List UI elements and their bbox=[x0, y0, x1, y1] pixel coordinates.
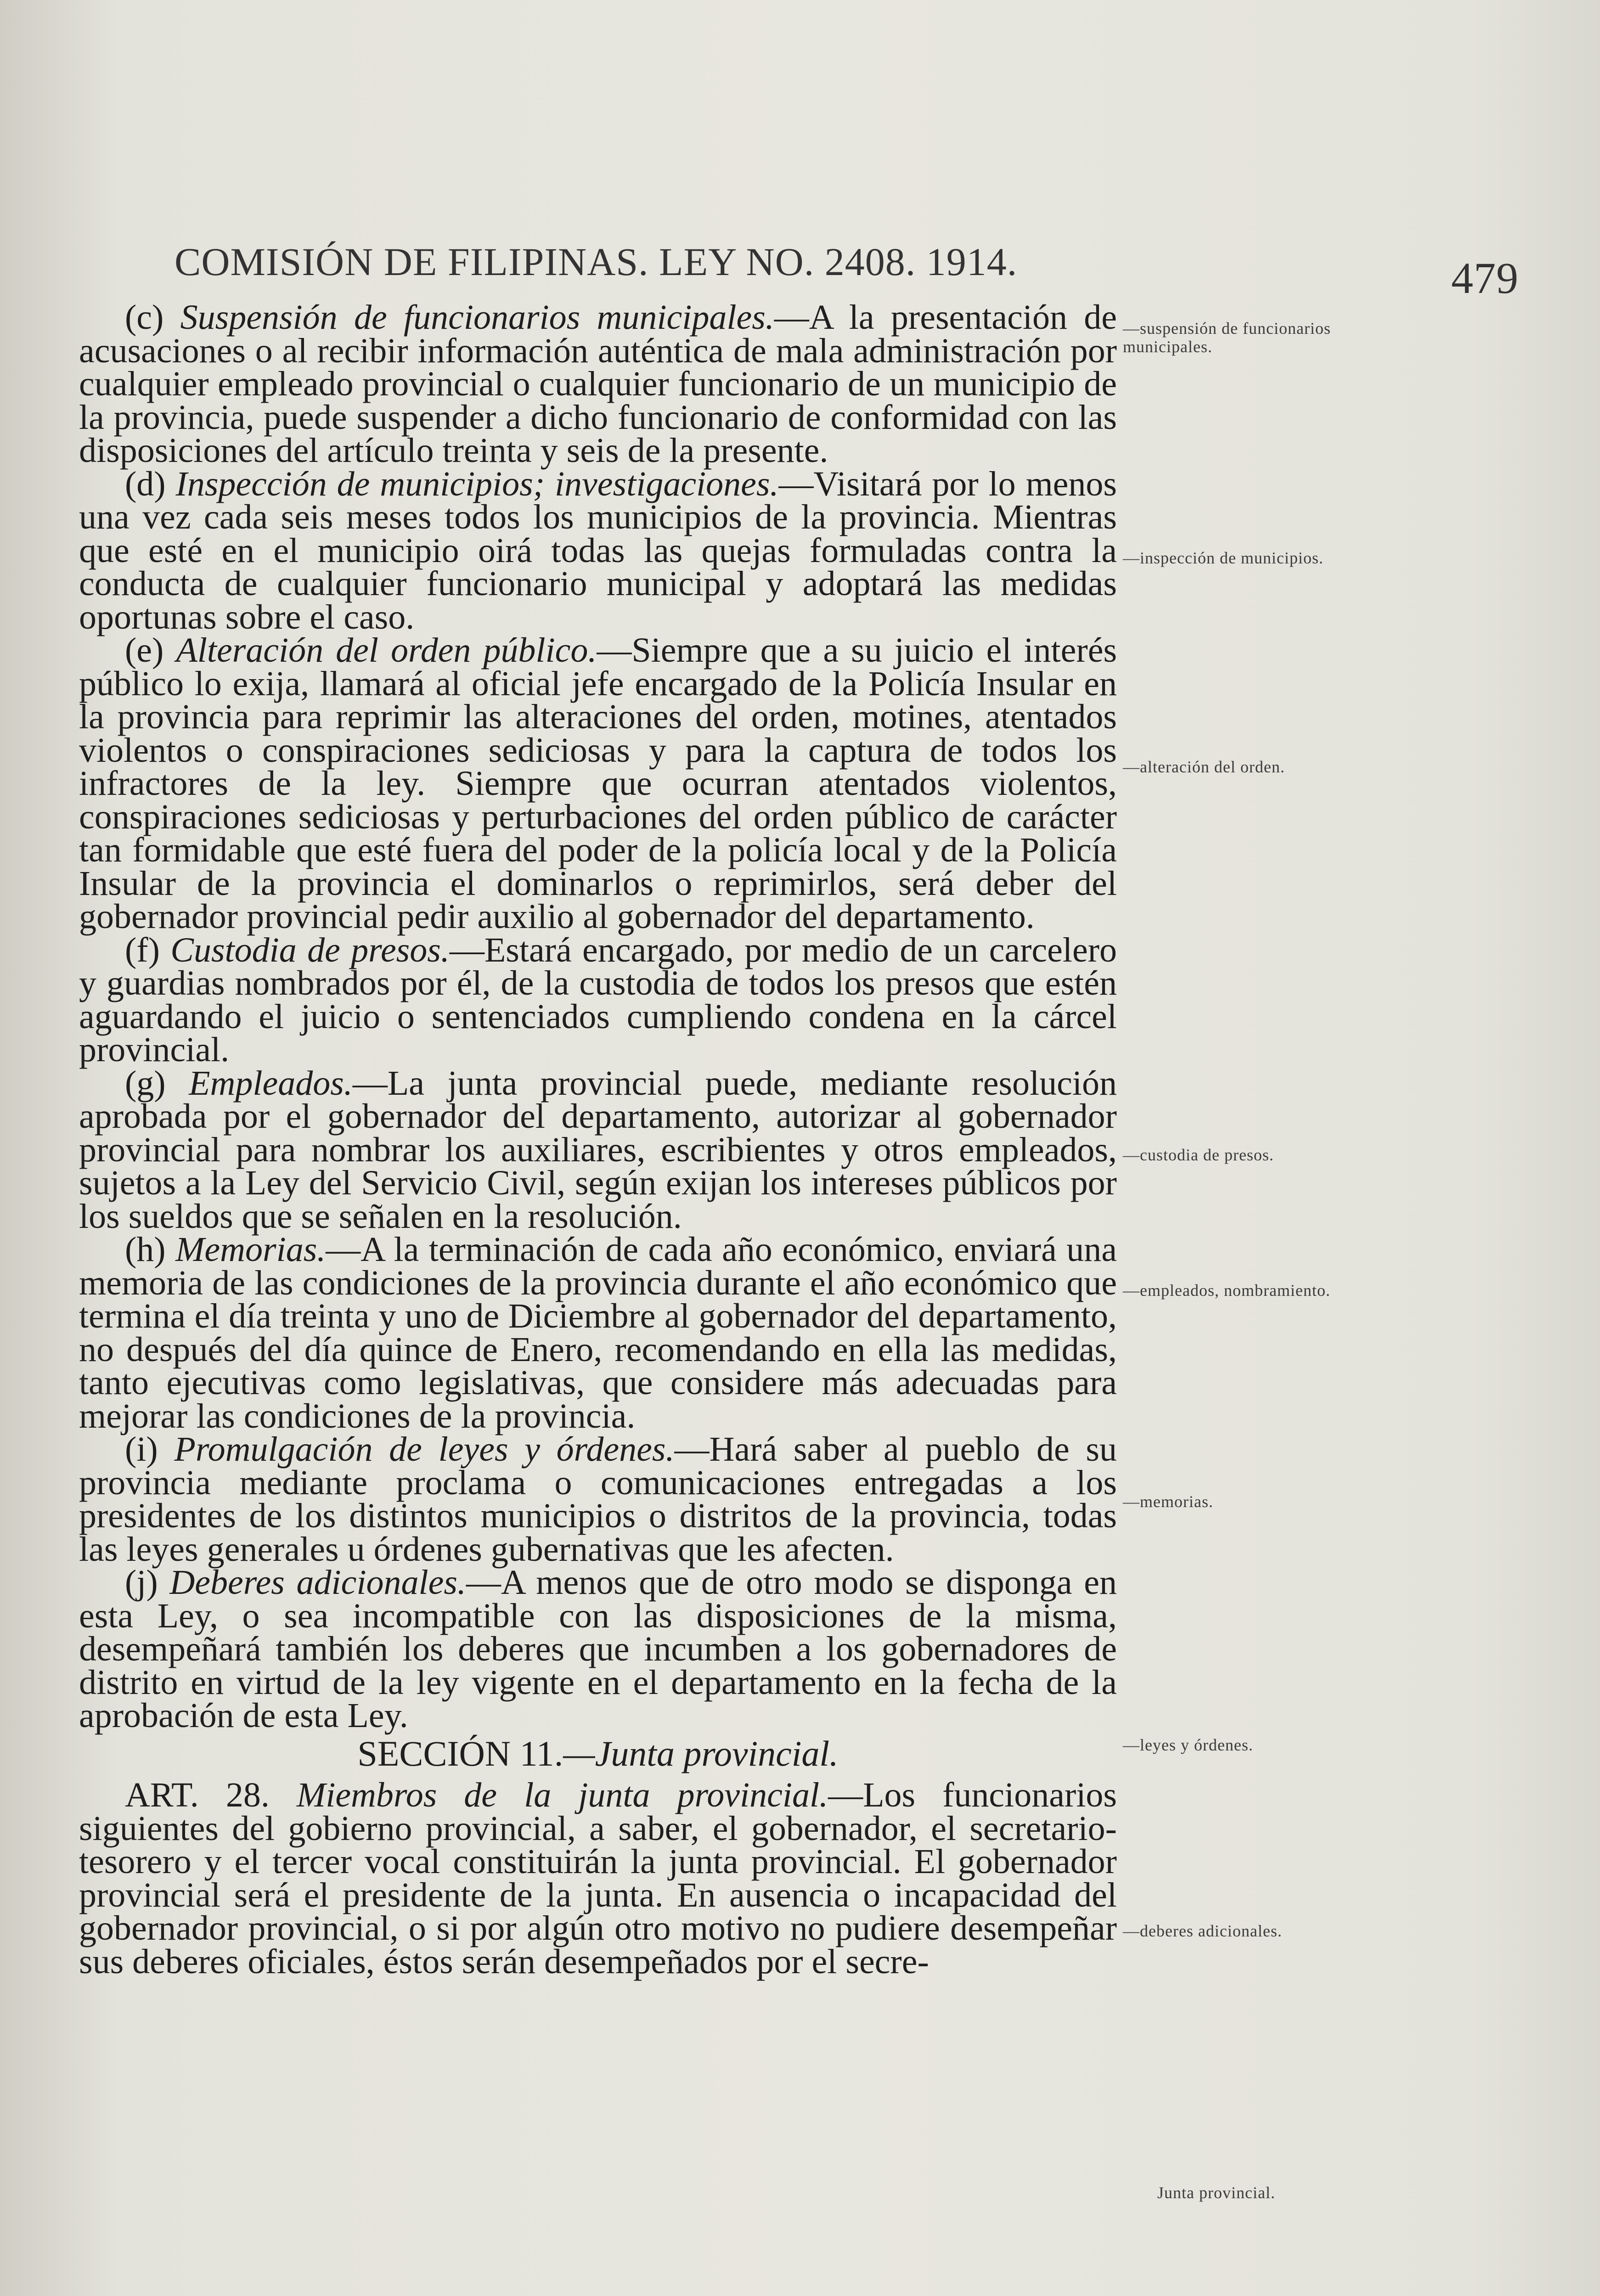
margin-note-suspension: —suspensión de funcionarios municipales. bbox=[1123, 319, 1331, 356]
clause-text: —A la presentación de acusaciones o al recibir información auténtica de mala administración por cualquier empleado provincial o cualquier funcionario de un municipio de la provincia, puede suspender a dicho funcionario de conformidad con las disposiciones del artículo treinta y seis de la presente. bbox=[79, 298, 1117, 470]
clause-heading: Custodia de presos. bbox=[170, 930, 450, 969]
clause-text: —Hará saber al pueblo de su provincia mediante proclama o comunicaciones entregadas a los presidentes de los distintos municipios o distritos de la provincia, todas las leyes generales u órdenes gubernativas que les afecten. bbox=[79, 1430, 1117, 1569]
paragraph-e bbox=[79, 631, 1117, 936]
page-number: 479 bbox=[1451, 253, 1519, 303]
clause-text: —Estará encargado, por medio de un carcelero y guardias nombrados por él, de la custodia de todos los presos que estén aguardando el juicio o sentenciados cumpliendo condena en la cárcel provincial. bbox=[79, 930, 1117, 1069]
paragraph-g bbox=[79, 1064, 1117, 1236]
clause-heading: Inspección de municipios; investigaciones. bbox=[175, 464, 779, 503]
paragraph-c bbox=[79, 298, 1117, 470]
clause-marker: (i) bbox=[125, 1430, 158, 1469]
clause-marker: (j) bbox=[125, 1563, 158, 1602]
margin-note-memorias: —memorias. bbox=[1123, 1492, 1213, 1511]
margin-note-custodia: —custodia de presos. bbox=[1123, 1146, 1274, 1164]
main-text-column bbox=[79, 298, 1117, 1981]
paragraph-f bbox=[79, 930, 1117, 1069]
section-label: SECCIÓN 11. bbox=[357, 1733, 563, 1773]
clause-heading: Alteración del orden público. bbox=[176, 631, 597, 670]
clause-heading: Promulgación de leyes y órdenes. bbox=[174, 1430, 675, 1469]
section-title: —Junta provincial. bbox=[563, 1733, 839, 1773]
section-heading bbox=[79, 1733, 1117, 1773]
article-heading: Miembros de la junta provincial. bbox=[296, 1776, 828, 1814]
clause-heading: Suspensión de funcionarios municipales. bbox=[180, 298, 774, 337]
clause-marker: (h) bbox=[125, 1230, 166, 1269]
margin-note-leyes: —leyes y órdenes. bbox=[1123, 1736, 1253, 1754]
clause-marker: (g) bbox=[125, 1064, 166, 1103]
paragraph-i bbox=[79, 1430, 1117, 1569]
clause-text: —Siempre que a su juicio el interés público lo exija, llamará al oficial jefe encargado de la Policía Insular en la provincia para reprimir las alteraciones del orden, motines, atentados violentos o conspiraciones sediciosas y para la captura de todos los infractores de la ley. Siempre que ocurran atentados violentos, conspiraciones sediciosas y perturbaciones del orden público de carácter tan formidable que esté fuera del poder de la policía local y de la Policía Insular de la provincia el dominarlos o reprimirlos, será deber del gobernador provincial pedir auxilio al gobernador del departamento. bbox=[79, 631, 1117, 936]
margin-note-alteracion: —alteración del orden. bbox=[1123, 758, 1285, 776]
clause-marker: (c) bbox=[125, 298, 164, 337]
running-head: COMISIÓN DE FILIPINAS. LEY NO. 2408. 1914. bbox=[175, 240, 1018, 284]
margin-note-inspeccion: —inspección de municipios. bbox=[1123, 549, 1324, 567]
paragraph-j bbox=[79, 1563, 1117, 1735]
article-28 bbox=[79, 1776, 1117, 1981]
clause-text: —A la terminación de cada año económico, enviará una memoria de las condiciones de la provincia durante el año económico que termina el día treinta y uno de Diciembre al gobernador del departamento, no después del día quince de Enero, recomendando en ella las medidas, tanto ejecutivas como legislativas, que considere más adecuadas para mejorar las condiciones de la provincia. bbox=[79, 1230, 1117, 1435]
clause-text: —Visitará por lo menos una vez cada seis meses todos los municipios de la provincia. Mientras que esté en el municipio oirá todas las quejas formuladas contra la conducta de cualquier funcionario municipal y adoptará las medidas oportunas sobre el caso. bbox=[79, 464, 1117, 636]
article-label: ART. 28. bbox=[125, 1776, 270, 1814]
margin-note-empleados: —empleados, nombramiento. bbox=[1123, 1281, 1330, 1300]
paragraph-d bbox=[79, 464, 1117, 636]
clause-text: —La junta provincial puede, mediante resolución aprobada por el gobernador del departamento, autorizar al gobernador provincial para nombrar los auxiliares, escribientes y otros empleados, sujetos a la Ley del Servicio Civil, según exijan los intereses públicos por los sueldos que se señalen en la resolución. bbox=[79, 1064, 1117, 1236]
margin-note-deberes: —deberes adicionales. bbox=[1123, 1922, 1282, 1940]
page-header bbox=[175, 230, 1519, 303]
clause-heading: Empleados. bbox=[189, 1064, 353, 1103]
margin-note-junta: Junta provincial. bbox=[1157, 2183, 1275, 2202]
clause-heading: Deberes adicionales. bbox=[169, 1563, 466, 1602]
article-text: —Los funcionarios siguientes del gobierno provincial, a saber, el gobernador, el secretario-tesorero y el tercer vocal constituirán la junta provincial. El gobernador provincial será el presidente de la junta. En ausencia o incapacidad del gobernador provincial, o si por algún otro motivo no pudiere desempeñar sus deberes oficiales, éstos serán desempeñados por el secre- bbox=[79, 1776, 1117, 1981]
clause-marker: (e) bbox=[125, 631, 164, 670]
clause-marker: (d) bbox=[125, 464, 166, 503]
clause-heading: Memorias. bbox=[175, 1230, 326, 1269]
paragraph-h bbox=[79, 1230, 1117, 1435]
clause-text: —A menos que de otro modo se disponga en esta Ley, o sea incompatible con las disposiciones de la misma, desempeñará también los deberes que incumben a los gobernadores de distrito en virtud de la ley vigente en el departamento en la fecha de la aprobación de esta Ley. bbox=[79, 1563, 1117, 1735]
clause-marker: (f) bbox=[125, 930, 160, 969]
